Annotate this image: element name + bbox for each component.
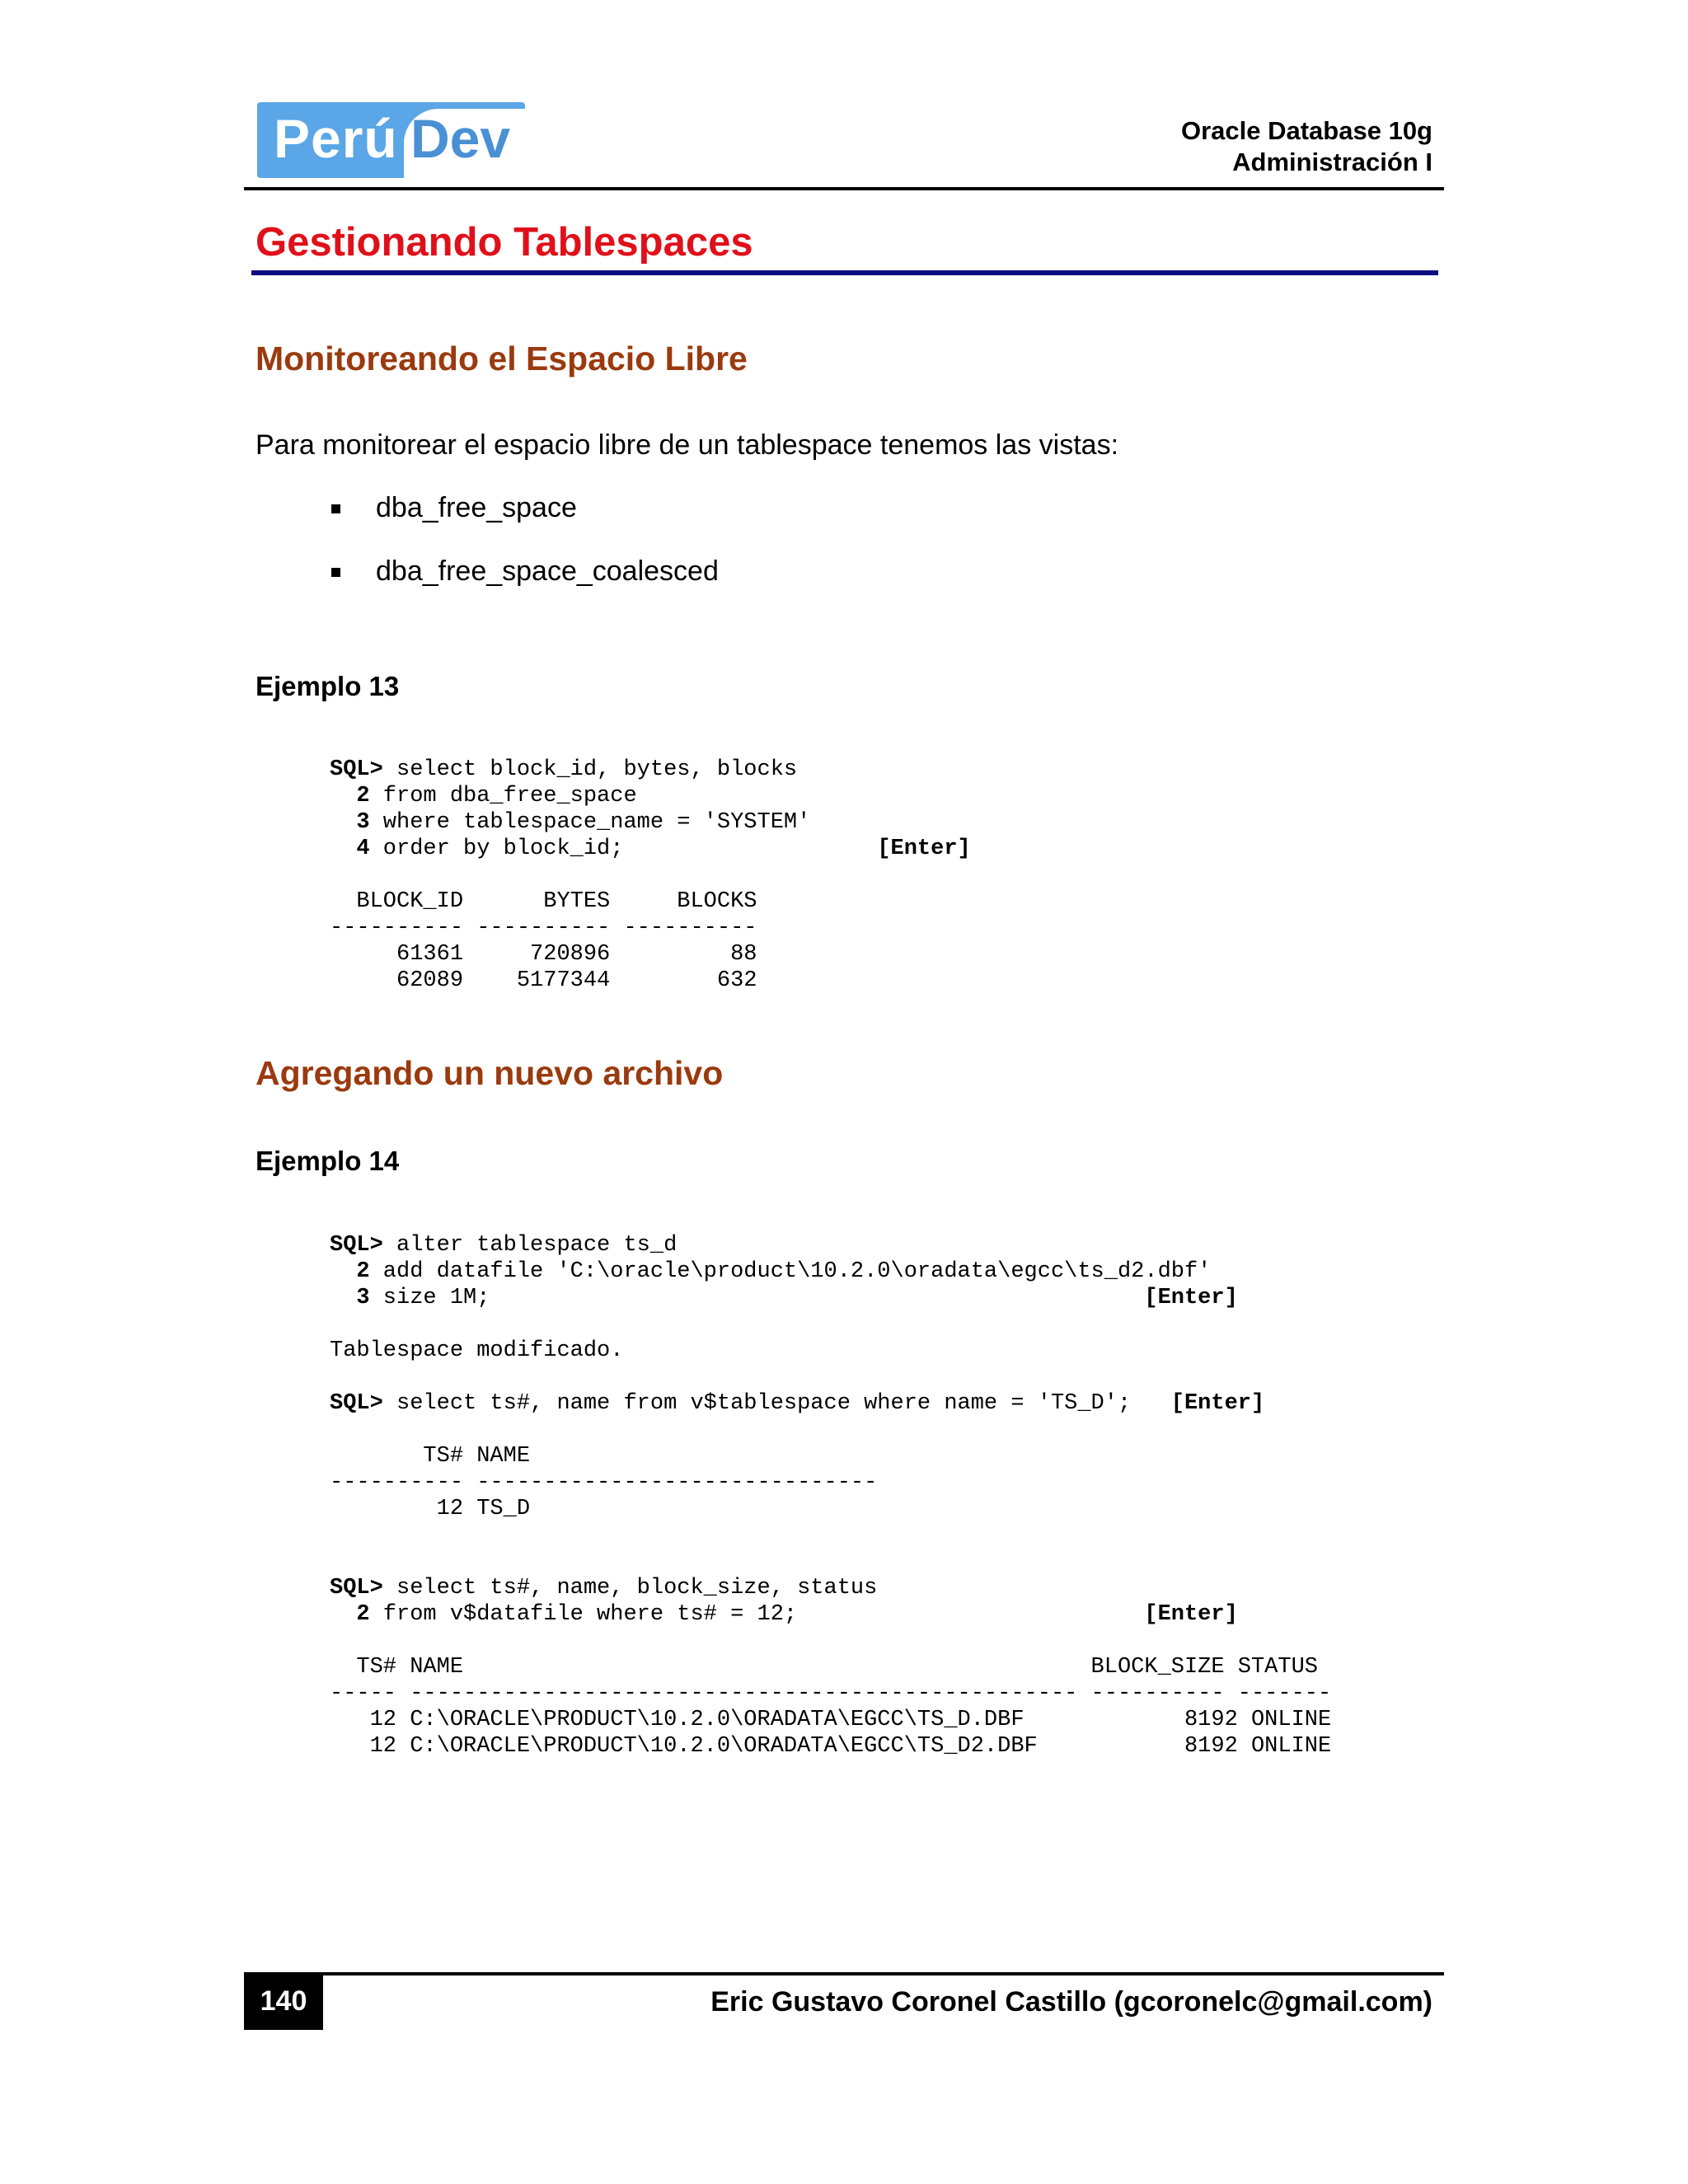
chapter-title: Gestionando Tablespaces: [256, 220, 753, 265]
section-title-new-file: Agregando un nuevo archivo: [256, 1054, 724, 1092]
list-item: dba_free_space_coalesced: [376, 555, 719, 587]
line-number: 2: [330, 784, 370, 808]
enter-key-label: [Enter]: [877, 837, 971, 861]
list-item: dba_free_space: [376, 492, 577, 523]
query-output: TS# NAME BLOCK_SIZE STATUS ----- -------------------------------------------------- ---------- ------- 12 C:\ORACLE\PRODUCT\10.2.0\ORADATA\EGCC\TS_D.DBF 8192 ONLINE 12 C:\ORACLE\PRODUCT\10.2.0\ORADATA\EGCC\TS_D2.DBF 8192 ONLINE: [330, 1655, 1332, 1759]
result-message: Tablespace modificado.: [330, 1338, 624, 1363]
query-output: BLOCK_ID BYTES BLOCKS ---------- ---------- ---------- 61361 720896 88 62089 5177344 632: [330, 889, 757, 993]
code-line: select ts#, name from v$tablespace where name = 'TS_D';: [382, 1391, 1171, 1416]
example-14-label: Ejemplo 14: [256, 1146, 400, 1176]
line-number: 4: [330, 837, 370, 861]
peru-dev-logo: [257, 102, 525, 178]
header-divider: [244, 187, 1444, 190]
code-block-example-13: [330, 757, 971, 994]
line-number: 2: [330, 1602, 370, 1627]
code-line: from v$datafile where ts# = 12;: [369, 1602, 1145, 1627]
sql-prompt: SQL>: [330, 1391, 383, 1416]
line-number: 2: [330, 1259, 370, 1284]
code-line: select ts#, name, block_size, status: [382, 1576, 878, 1601]
book-title: Oracle Database 10g: [1180, 116, 1432, 145]
query-output: TS# NAME ---------- ------------------------------ 12 TS_D: [330, 1444, 878, 1521]
code-line: select block_id, bytes, blocks: [382, 757, 798, 782]
book-subtitle: Administración I: [1232, 148, 1432, 176]
sql-prompt: SQL>: [330, 1233, 383, 1258]
page-number: 140: [244, 1972, 323, 2030]
line-number: 3: [330, 810, 370, 835]
code-line: alter tablespace ts_d: [382, 1233, 678, 1258]
example-13-label: Ejemplo 13: [256, 671, 400, 701]
code-line: size 1M;: [369, 1286, 1145, 1310]
logo-text-dev: Dev: [410, 108, 511, 169]
enter-key-label: [Enter]: [1144, 1286, 1238, 1310]
code-line: from dba_free_space: [369, 784, 637, 808]
footer-author: Eric Gustavo Coronel Castillo (gcoronelc@gmail.com): [710, 1986, 1432, 2018]
section-title-free-space: Monitoreando el Espacio Libre: [256, 340, 748, 377]
section-intro-paragraph: Para monitorear el espacio libre de un tablespace tenemos las vistas:: [256, 429, 1119, 461]
footer-divider: [244, 1972, 1444, 1975]
bullet-icon: [331, 504, 340, 513]
enter-key-label: [Enter]: [1170, 1391, 1265, 1416]
code-line: order by block_id;: [369, 837, 878, 861]
line-number: 3: [330, 1286, 370, 1310]
sql-prompt: SQL>: [330, 1576, 383, 1601]
enter-key-label: [Enter]: [1144, 1602, 1238, 1627]
code-line: where tablespace_name = 'SYSTEM': [369, 810, 811, 835]
code-block-example-14: [330, 1232, 1331, 1760]
sql-prompt: SQL>: [330, 757, 383, 782]
header-book-title: [1181, 115, 1432, 178]
chapter-title-underline: [251, 270, 1438, 275]
logo-text-peru: Perú: [274, 108, 398, 169]
code-line: add datafile 'C:\oracle\product\10.2.0\oradata\egcc\ts_d2.dbf': [369, 1259, 1212, 1284]
bullet-icon: [331, 568, 340, 577]
